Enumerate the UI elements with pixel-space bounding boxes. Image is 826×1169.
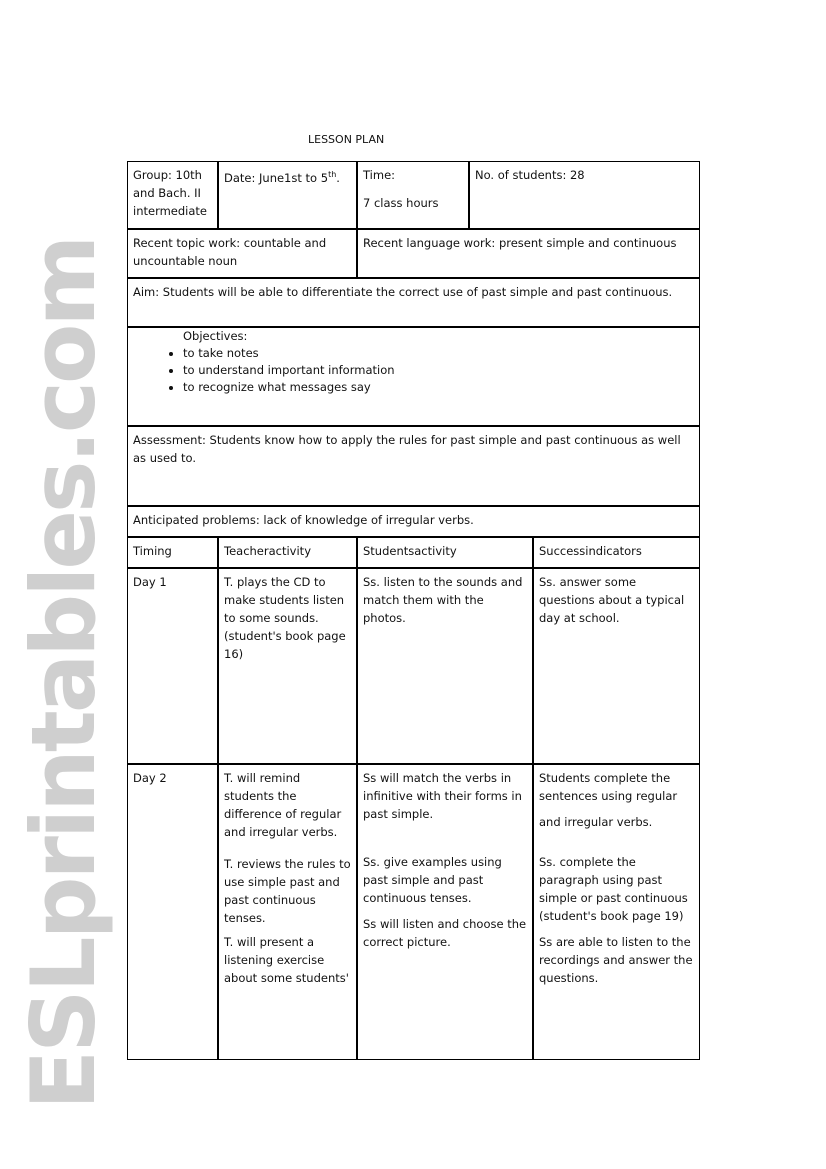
objective-item: • to understand important information (183, 362, 694, 379)
day2-teacher-item: T. will remind students the difference of regular and irregular verbs. (224, 771, 342, 839)
group-cell: Group: 10th and Bach. II intermediate (127, 161, 218, 229)
day2-success-item: Students complete the sentences using regular (539, 771, 678, 803)
students-cell: No. of students: 28 (469, 161, 700, 229)
recent-language-cell: Recent language work: present simple and continuous (357, 229, 700, 278)
objectives-cell (127, 327, 700, 426)
day1-success: Ss. answer some questions about a typical day at school. (533, 568, 700, 764)
day2-teacher (218, 764, 357, 1060)
day2-students-item: Ss will match the verbs in infinitive with their forms in past simple. (363, 771, 522, 821)
page-title: LESSON PLAN (308, 133, 385, 146)
watermark: ESLprintables.com (12, 237, 115, 1110)
day2-teacher-item: T. reviews the rules to use simple past and past continuous tenses. (224, 857, 351, 925)
day2-students (357, 764, 533, 1060)
day2-teacher-item: T. will present a listening exercise about some students' (224, 935, 349, 985)
date-text: Date: June1st to 5 (224, 170, 329, 185)
objectives-list (133, 345, 694, 396)
day2-students-item: Ss. give examples using past simple and past continuous tenses. (363, 855, 502, 905)
column-header-students: Studentsactivity (357, 537, 533, 568)
day2-success (533, 764, 700, 1060)
assessment-cell: Assessment: Students know how to apply the rules for past simple and past continuous as well as used to. (127, 426, 700, 506)
day1-timing: Day 1 (127, 568, 218, 764)
column-header-teacher: Teacheractivity (218, 537, 357, 568)
day1-students: Ss. listen to the sounds and match them with the photos. (357, 568, 533, 764)
day2-students-item: Ss will listen and choose the correct picture. (363, 917, 527, 949)
objectives-heading: Objectives: (183, 329, 248, 343)
day2-success-item: Ss are able to listen to the recordings and answer the questions. (539, 935, 693, 985)
time-value: 7 class hours (363, 196, 439, 210)
day2-timing: Day 2 (127, 764, 218, 1060)
problems-cell: Anticipated problems: lack of knowledge of irregular verbs. (127, 506, 700, 537)
column-header-success: Successindicators (533, 537, 700, 568)
date-cell (218, 161, 357, 229)
column-header-timing: Timing (127, 537, 218, 568)
time-cell (357, 161, 469, 229)
day2-success-item: and irregular verbs. (539, 815, 653, 829)
time-label: Time: (363, 168, 396, 182)
day1-teacher: T. plays the CD to make students listen to some sounds. (student's book page 16) (218, 568, 357, 764)
aim-cell: Aim: Students will be able to differentiate the correct use of past simple and past continuous. (127, 278, 700, 327)
objective-item: • to recognize what messages say (183, 379, 694, 396)
day2-success-item: Ss. complete the paragraph using past simple or past continuous (student's book page 19) (539, 855, 688, 923)
date-end: . (336, 170, 340, 185)
objective-item: • to take notes (183, 345, 694, 362)
date-superscript: th (328, 170, 337, 179)
recent-topic-cell: Recent topic work: countable and uncountable noun (127, 229, 357, 278)
